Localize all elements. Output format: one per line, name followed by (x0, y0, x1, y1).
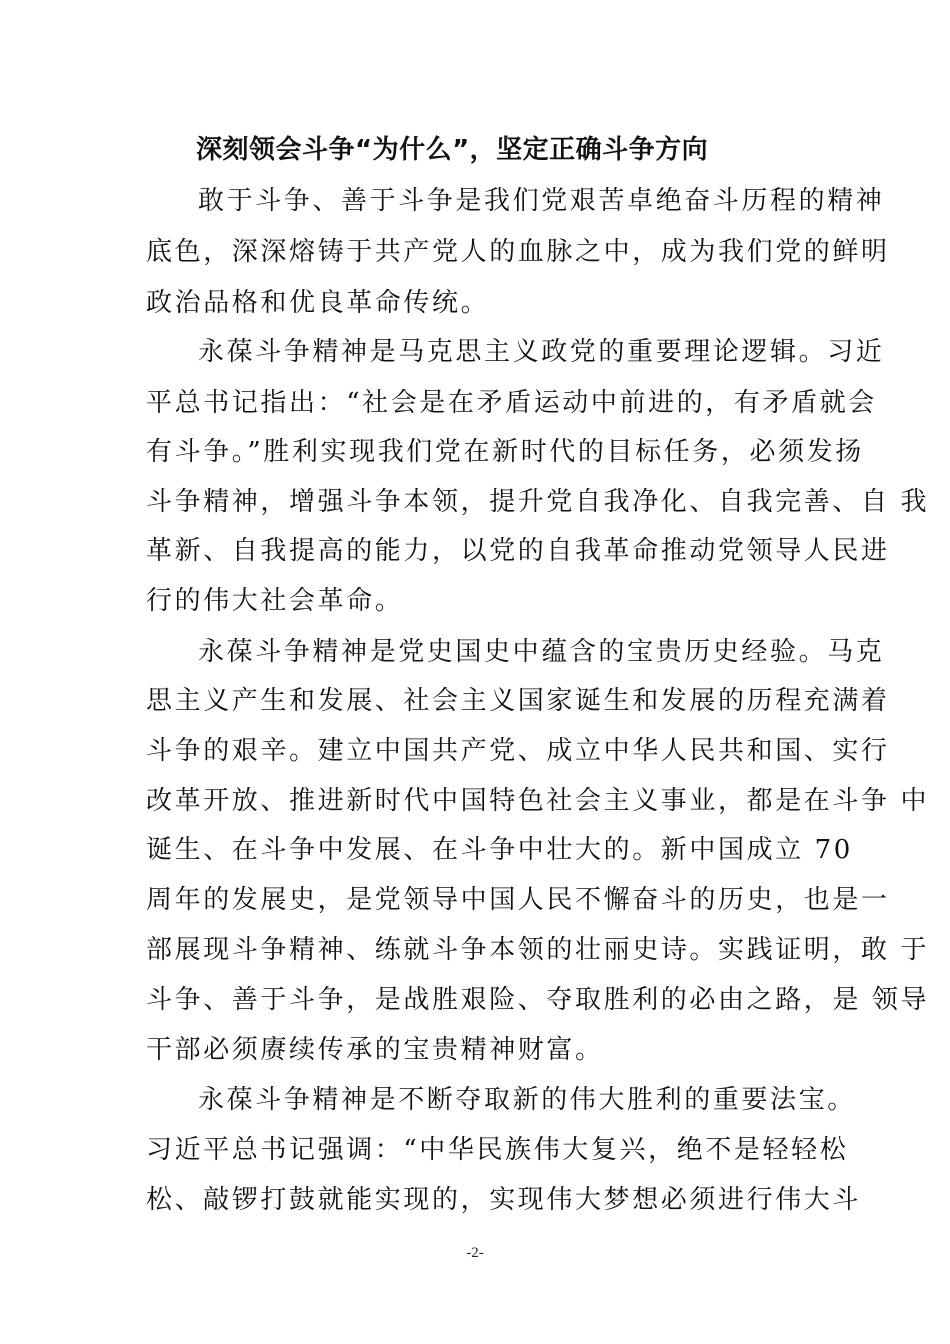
paragraph-line: 习近平总书记强调：“中华民族伟大复兴，绝不是轻轻松 (146, 1135, 849, 1165)
paragraph-line: 底色，深深熔铸于共产党人的血脉之中，成为我们党的鲜明 (146, 237, 890, 267)
page-number: -2- (466, 1245, 484, 1261)
paragraph-line: 永葆斗争精神是党史国史中蕴含的宝贵历史经验。马克 (198, 637, 885, 667)
paragraph-line: 有斗争。”胜利实现我们党在新时代的目标任务，必须发扬 (146, 437, 864, 467)
paragraph-line: 诞生、在斗争中发展、在斗争中壮大的。新中国成立 70 (146, 835, 853, 865)
paragraph-line: 干部必须赓续传承的宝贵精神财富。 (146, 1035, 604, 1065)
paragraph-line: 行的伟大社会革命。 (146, 586, 404, 616)
paragraph-line: 斗争精神，增强斗争本领，提升党自我净化、自我完善、自 我 (146, 487, 930, 517)
paragraph-line: 永葆斗争精神是不断夺取新的伟大胜利的重要法宝。 (198, 1085, 856, 1115)
paragraph-line: 政治品格和优良革命传统。 (146, 288, 490, 318)
paragraph-line: 平总书记指出：“社会是在矛盾运动中前进的，有矛盾就会 (146, 388, 877, 418)
paragraph-line: 斗争的艰辛。建立中国共产党、成立中华人民共和国、实行 (146, 736, 890, 766)
paragraph-line: 周年的发展史，是党领导中国人民不懈奋斗的历史，也是一 (146, 885, 890, 915)
paragraph-line: 革新、自我提高的能力，以党的自我革命推动党领导人民进 (146, 536, 890, 566)
section-heading: 深刻领会斗争“为什么”，坚定正确斗争方向 (196, 135, 709, 165)
paragraph-line: 永葆斗争精神是马克思主义政党的重要理论逻辑。习近 (198, 337, 885, 367)
paragraph-line: 松、敲锣打鼓就能实现的，实现伟大梦想必须进行伟大斗 (146, 1185, 862, 1215)
paragraph-line: 斗争、善于斗争，是战胜艰险、夺取胜利的必由之路，是 领导 (146, 985, 930, 1015)
paragraph-line: 敢于斗争、善于斗争是我们党艰苦卓绝奋斗历程的精神 (198, 186, 885, 216)
paragraph-line: 思主义产生和发展、社会主义国家诞生和发展的历程充满着 (146, 686, 890, 716)
paragraph-line: 部展现斗争精神、练就斗争本领的壮丽史诗。实践证明，敢 于 (146, 935, 930, 965)
paragraph-line: 改革开放、推进新时代中国特色社会主义事业，都是在斗争 中 (146, 786, 930, 816)
